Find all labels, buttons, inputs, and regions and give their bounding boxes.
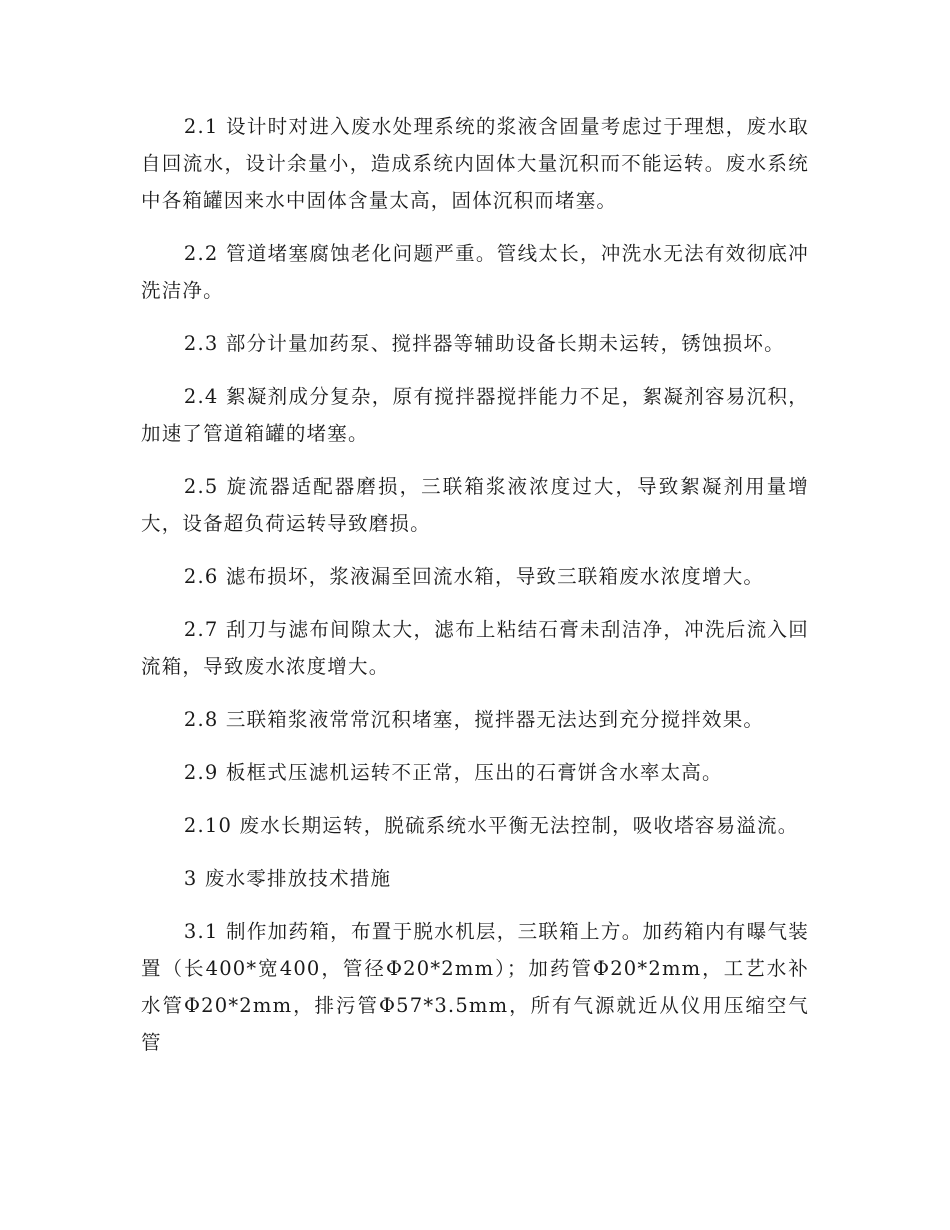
- paragraph-2-6: 2.6 滤布损坏，浆液漏至回流水箱，导致三联箱废水浓度增大。: [183, 565, 765, 588]
- paragraph-2-7: 2.7 刮刀与滤布间隙太大，滤布上粘结石膏未刮洁净，冲洗后流入回流箱，导致废水浓度增大。: [141, 618, 809, 678]
- paragraph-3-1: 3.1 制作加药箱，布置于脱水机层，三联箱上方。加药箱内有曝气装置（长400*宽400，管径Φ20*2mm）；加药管Φ20*2mm，工艺水补水管Φ20*2mm，排污管Φ57*3.5mm，所有气源就近从仪用压缩空气管: [141, 920, 809, 1054]
- section-heading-3: 3 废水零排放技术措施: [183, 867, 392, 890]
- paragraph-2-10: 2.10 废水长期运转，脱硫系统水平衡无法控制，吸收塔容易溢流。: [183, 814, 799, 837]
- paragraph-2-9: 2.9 板框式压滤机运转不正常，压出的石膏饼含水率太高。: [183, 761, 723, 784]
- paragraph-2-5: 2.5 旋流器适配器磨损，三联箱浆液浓度过大，导致絮凝剂用量增大，设备超负荷运转导致磨损。: [141, 475, 809, 535]
- document-body: [141, 108, 809, 1077]
- paragraph-2-8: 2.8 三联箱浆液常常沉积堵塞，搅拌器无法达到充分搅拌效果。: [183, 708, 765, 731]
- paragraph-2-3: 2.3 部分计量加药泵、搅拌器等辅助设备长期未运转，锈蚀损坏。: [183, 332, 785, 355]
- paragraph-2-1: 2.1 设计时对进入废水处理系统的浆液含固量考虑过于理想，废水取自回流水，设计余量小，造成系统内固体大量沉积而不能运转。废水系统中各箱罐因来水中固体含量太高，固体沉积而堵塞。: [141, 115, 809, 212]
- paragraph-2-4: 2.4 絮凝剂成分复杂，原有搅拌器搅拌能力不足，絮凝剂容易沉积，加速了管道箱罐的堵塞。: [141, 385, 809, 445]
- paragraph-2-2: 2.2 管道堵塞腐蚀老化问题严重。管线太长，冲洗水无法有效彻底冲洗洁净。: [141, 242, 809, 302]
